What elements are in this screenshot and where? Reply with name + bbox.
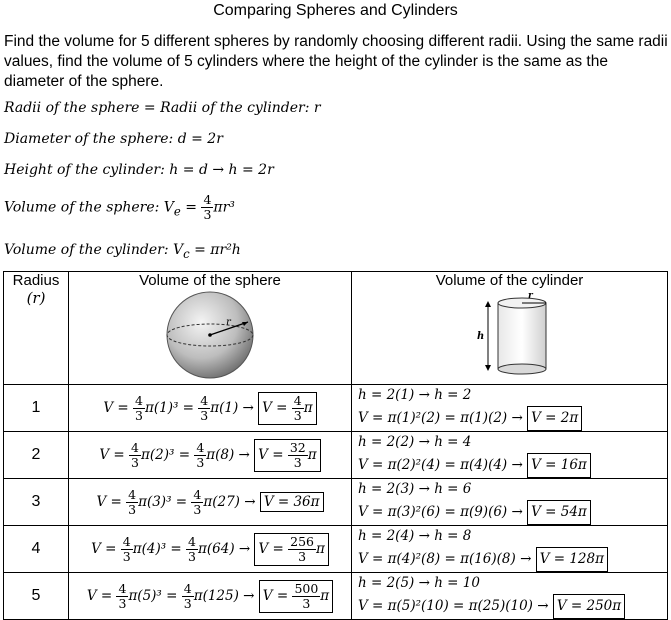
cylinder-volume-cell: h = 2(2) → h = 4 V = π(2)²(4) = π(4)(4) → V = 16π xyxy=(352,432,668,479)
table-row xyxy=(4,479,668,526)
def-height: Height of the cylinder: h = d → h = 2r xyxy=(4,162,274,178)
radius-cell: 1 xyxy=(4,385,69,432)
instructions: Find the volume for 5 different spheres by randomly choosing different radii. Using the same radii values, find the volume of 5 cylinders where the height of the cylinder is the same as the diameter of the sphere. xyxy=(4,33,668,90)
table-row xyxy=(4,526,668,573)
page-title: Comparing Spheres and Cylinders xyxy=(213,2,458,19)
cylinder-volume-cell: h = 2(5) → h = 10 V = π(5)²(10) = π(25)(10) → V = 250π xyxy=(352,573,668,620)
table-row xyxy=(4,573,668,620)
sphere-volume-cell: V = $\frac{4}{3}$ π(2)³ = $\frac{4}{3}$ π(8) → V = $\frac{32}{3}$ π xyxy=(69,432,352,479)
header-cylinder: Volume of the cylinder r h xyxy=(352,272,668,385)
table-row xyxy=(4,432,668,479)
cylinder-height-label: h xyxy=(476,331,484,342)
radius-cell: 5 xyxy=(4,573,69,620)
def-radii: Radii of the sphere = Radii of the cylinder: r xyxy=(4,100,321,116)
sphere-volume-cell: V = $\frac{4}{3}$ π(3)³ = $\frac{4}{3}$ π(27) → V = 36π xyxy=(69,479,352,526)
sphere-volume-cell: V = $\frac{4}{3}$ π(1)³ = $\frac{4}{3}$ π(1) → V = $\frac{4}{3}$ π xyxy=(69,385,352,432)
cylinder-volume-cell: h = 2(4) → h = 8 V = π(4)²(8) = π(16)(8) → V = 128π xyxy=(352,526,668,573)
cylinder-radius-label: r xyxy=(527,291,533,301)
sphere-volume-cell: V = $\frac{4}{3}$ π(5)³ = $\frac{4}{3}$ π(125) → V = $\frac{500}{3}$ π xyxy=(69,573,352,620)
cylinder-volume-cell: h = 2(3) → h = 6 V = π(3)²(6) = π(9)(6) → V = 54π xyxy=(352,479,668,526)
cylinder-volume-cell: h = 2(1) → h = 2 V = π(1)²(2) = π(1)(2) → V = 2π xyxy=(352,385,668,432)
radius-cell: 2 xyxy=(4,432,69,479)
sphere-radius-label: r xyxy=(226,317,231,328)
header-row xyxy=(4,272,668,385)
header-sphere: Volume of the sphere r xyxy=(69,272,352,385)
radius-cell: 4 xyxy=(4,526,69,573)
cylinder-illustration xyxy=(460,289,560,379)
def-sphere-volume: Volume of the sphere: $V_e$ = $\frac{4}{3}$ πr³ xyxy=(4,192,235,222)
def-diameter: Diameter of the sphere: d = 2r xyxy=(4,131,223,147)
header-radius: Radius (r) xyxy=(4,272,69,385)
radius-cell: 3 xyxy=(4,479,69,526)
table-row xyxy=(4,385,668,432)
volume-table xyxy=(3,271,668,620)
sphere-illustration xyxy=(160,289,260,379)
sphere-volume-cell: V = $\frac{4}{3}$ π(4)³ = $\frac{4}{3}$ π(64) → V = $\frac{256}{3}$ π xyxy=(69,526,352,573)
def-cylinder-volume: Volume of the cylinder: $V_c = \pi r^2h$ xyxy=(4,242,241,261)
